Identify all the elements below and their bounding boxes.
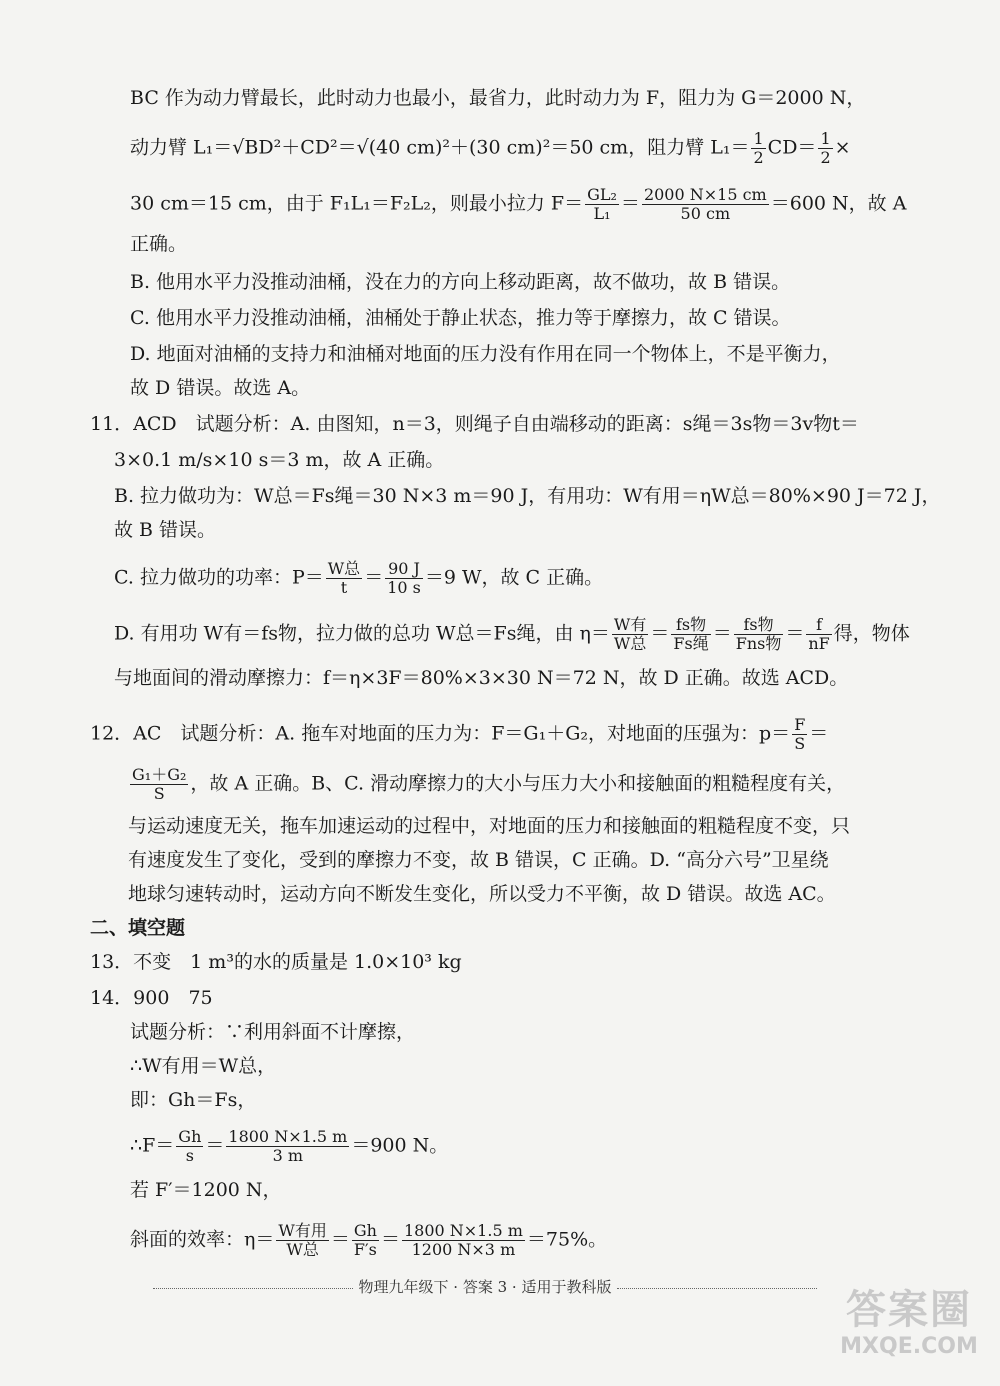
text-line: C. 他用水平力没推动油桶，油桶处于静止状态，推力等于摩擦力，故 C 错误。 bbox=[130, 307, 791, 329]
fraction-numerator: W总 bbox=[327, 559, 361, 578]
fraction-numerator: GL₂ bbox=[587, 185, 617, 204]
text-span: C. 拉力做功的功率：P＝ bbox=[114, 566, 324, 589]
fraction-numerator: W有 bbox=[613, 615, 647, 634]
fraction-denominator: S bbox=[153, 784, 165, 803]
fraction bbox=[734, 616, 784, 653]
fraction bbox=[612, 616, 648, 653]
text-line: 与地面间的滑动摩擦力：f＝η×3F＝80%×3×30 N＝72 N，故 D 正确。故选 ACD。 bbox=[114, 667, 849, 689]
text-span: ＝ bbox=[620, 192, 640, 215]
fraction bbox=[792, 716, 807, 753]
text-line: 斜面的效率：η＝ $\frac{\text{W有用}}{\text{W总}}$ ＝ $\frac{Gh}{F's}$ ＝ $\frac{1800 N\times 1.5 m}{1200 N\times 3 m}$ ＝75%。 bbox=[130, 1221, 608, 1259]
fraction bbox=[130, 766, 188, 803]
fraction-denominator: Fns物 bbox=[735, 634, 782, 653]
text-span: ，故 A 正确。B、C. 滑动摩擦力的大小与压力大小和接触面的粗糙程度有关， bbox=[190, 772, 846, 795]
text-line: B. 他用水平力没推动油桶，没在力的方向上移动距离，故不做功，故 B 错误。 bbox=[130, 271, 791, 293]
text-span: ＝600 N，故 A bbox=[770, 192, 907, 215]
fraction bbox=[806, 616, 831, 653]
section-heading: 二、填空题 bbox=[90, 917, 186, 939]
fraction-numerator: Gh bbox=[353, 1221, 377, 1240]
text-span: 动力臂 L₁＝√BD²＋CD²＝√(40 cm)²＋(30 cm)²＝50 cm，阻力臂 L₁＝ bbox=[130, 136, 750, 159]
text-line: D. 有用功 W有＝fs物，拉力做的总功 W总＝Fs绳，由 η＝ $\frac{\text{W有}}{\text{W总}}$ ＝ $\frac{\text{fs物}}{\text{Fs绳}}$ ＝ $\frac{\text{fs物}}{\text{Fns物}}$ ＝ $\frac{f}{nF}$ 得，物体 bbox=[114, 615, 910, 653]
text-span: ＝75%。 bbox=[526, 1228, 608, 1251]
fraction-denominator: 3 m bbox=[272, 1146, 304, 1165]
text-line: 试题分析：∵利用斜面不计摩擦， bbox=[130, 1021, 416, 1043]
fraction bbox=[352, 1222, 379, 1259]
fraction-denominator: s bbox=[185, 1146, 194, 1165]
question-13: 13．不变 1 m³的水的质量是 1.0×10³ kg bbox=[90, 951, 462, 973]
text-line: 即：Gh＝Fs， bbox=[130, 1089, 257, 1111]
fraction-numerator: f bbox=[806, 616, 831, 635]
watermark-url: MXQE.COM bbox=[840, 1334, 978, 1359]
fraction-denominator: Fs绳 bbox=[673, 634, 709, 653]
fraction-denominator: nF bbox=[808, 634, 830, 653]
text-span: ＝ bbox=[809, 722, 829, 745]
fraction-denominator: W总 bbox=[286, 1240, 319, 1259]
fraction-denominator: 50 cm bbox=[680, 204, 731, 223]
text-line bbox=[130, 1128, 448, 1165]
fraction bbox=[585, 186, 619, 223]
fraction bbox=[751, 130, 765, 167]
fraction bbox=[385, 560, 423, 597]
question-12 bbox=[90, 716, 828, 753]
text-span: 30 cm＝15 cm，由于 F₁L₁＝F₂L₂，则最小拉力 F＝ bbox=[130, 192, 584, 215]
fraction-denominator: S bbox=[794, 734, 806, 753]
fraction-numerator: Gh bbox=[178, 1127, 202, 1146]
text-span: 得，物体 bbox=[833, 622, 910, 645]
footer-divider bbox=[153, 1288, 353, 1289]
fraction bbox=[402, 1222, 525, 1259]
fraction bbox=[642, 186, 769, 223]
fraction-denominator: t bbox=[340, 578, 348, 597]
fraction-numerator: F bbox=[794, 715, 806, 734]
text-line: 有速度发生了变化，受到的摩擦力不变，故 B 错误，C 正确。D. “高分六号”卫星绕 bbox=[128, 849, 829, 871]
page-footer bbox=[90, 1276, 880, 1297]
fraction-denominator: L₁ bbox=[593, 204, 611, 223]
text-span: D. 有用功 W有＝fs物，拉力做的总功 W总＝Fs绳，由 η＝ bbox=[114, 622, 610, 645]
text-line bbox=[128, 766, 845, 803]
fraction-numerator: 2000 N×15 cm bbox=[643, 185, 767, 204]
footer-divider bbox=[617, 1288, 817, 1289]
text-span: × bbox=[834, 136, 851, 159]
text-line: 地球匀速转动时，运动方向不断发生变化，所以受力不平衡，故 D 错误。故选 AC。 bbox=[128, 883, 836, 905]
text-line: 与运动速度无关，拖车加速运动的过程中，对地面的压力和接触面的粗糙程度不变，只 bbox=[128, 815, 851, 837]
fraction-denominator: 1200 N×3 m bbox=[411, 1240, 516, 1259]
fraction bbox=[176, 1128, 203, 1165]
fraction bbox=[326, 560, 362, 597]
text-span: ＝9 W，故 C 正确。 bbox=[424, 566, 604, 589]
text-line: 故 D 错误。故选 A。 bbox=[130, 377, 311, 399]
text-line: 故 B 错误。 bbox=[114, 519, 217, 541]
fraction-numerator: W有用 bbox=[278, 1221, 327, 1240]
fraction-numerator: 90 J bbox=[385, 560, 423, 579]
text-span: ∴F＝ bbox=[130, 1134, 175, 1157]
fraction-numerator: G₁＋G₂ bbox=[132, 765, 187, 784]
fraction-numerator: 1800 N×1.5 m bbox=[403, 1221, 523, 1240]
text-span: ＝900 N。 bbox=[351, 1134, 449, 1157]
fraction-denominator: W总 bbox=[613, 634, 647, 653]
text-span: CD＝ bbox=[767, 136, 817, 159]
fraction-numerator: 1 bbox=[753, 129, 764, 148]
fraction-denominator: F′s bbox=[353, 1240, 377, 1259]
fraction-denominator: 2 bbox=[753, 148, 764, 167]
fraction-numerator: fs物 bbox=[734, 616, 784, 635]
footer-text: 物理九年级下 · 答案 3 · 适用于教科版 bbox=[358, 1278, 612, 1296]
text-span: ＝ bbox=[364, 566, 384, 589]
text-line bbox=[130, 130, 851, 167]
text-line: 正确。 bbox=[130, 233, 188, 255]
text-line: BC 作为动力臂最长，此时动力也最小，最省力，此时动力为 F，阻力为 G＝2000 N， bbox=[130, 87, 866, 109]
text-span: 12．AC 试题分析：A. 拖车对地面的压力为：F＝G₁＋G₂，对地面的压强为：p＝ bbox=[90, 722, 791, 745]
fraction bbox=[276, 1222, 328, 1259]
text-line: B. 拉力做功为：W总＝Fs绳＝30 N×3 m＝90 J，有用功：W有用＝ηW总＝80%×90 J＝72 J， bbox=[114, 485, 941, 507]
fraction-numerator: 1800 N×1.5 m bbox=[228, 1127, 348, 1146]
text-line bbox=[130, 186, 906, 223]
fraction bbox=[818, 130, 832, 167]
fraction bbox=[226, 1128, 349, 1165]
text-line: ∴W有用＝W总， bbox=[130, 1055, 277, 1077]
text-line: 3×0.1 m/s×10 s＝3 m，故 A 正确。 bbox=[114, 449, 445, 471]
text-line bbox=[114, 560, 603, 597]
text-line: D. 地面对油桶的支持力和油桶对地面的压力没有作用在同一个物体上，不是平衡力， bbox=[130, 343, 841, 365]
watermark-logo: 答案圈 bbox=[846, 1287, 972, 1333]
question-11: 11．ACD 试题分析：A. 由图知，n＝3，则绳子自由端移动的距离：s绳＝3s物＝3v物t＝ bbox=[90, 413, 859, 435]
text-span: ＝ bbox=[205, 1134, 225, 1157]
text-line: 若 F′＝1200 N， bbox=[130, 1179, 282, 1201]
fraction-denominator: 2 bbox=[820, 148, 831, 167]
fraction-numerator: 1 bbox=[820, 129, 831, 148]
question-14: 14．900 75 bbox=[90, 987, 213, 1009]
text-span: 斜面的效率：η＝ bbox=[130, 1228, 275, 1251]
fraction-denominator: 10 s bbox=[387, 578, 421, 597]
fraction-numerator: fs物 bbox=[671, 616, 710, 635]
watermark bbox=[834, 1286, 984, 1376]
fraction bbox=[671, 616, 710, 653]
